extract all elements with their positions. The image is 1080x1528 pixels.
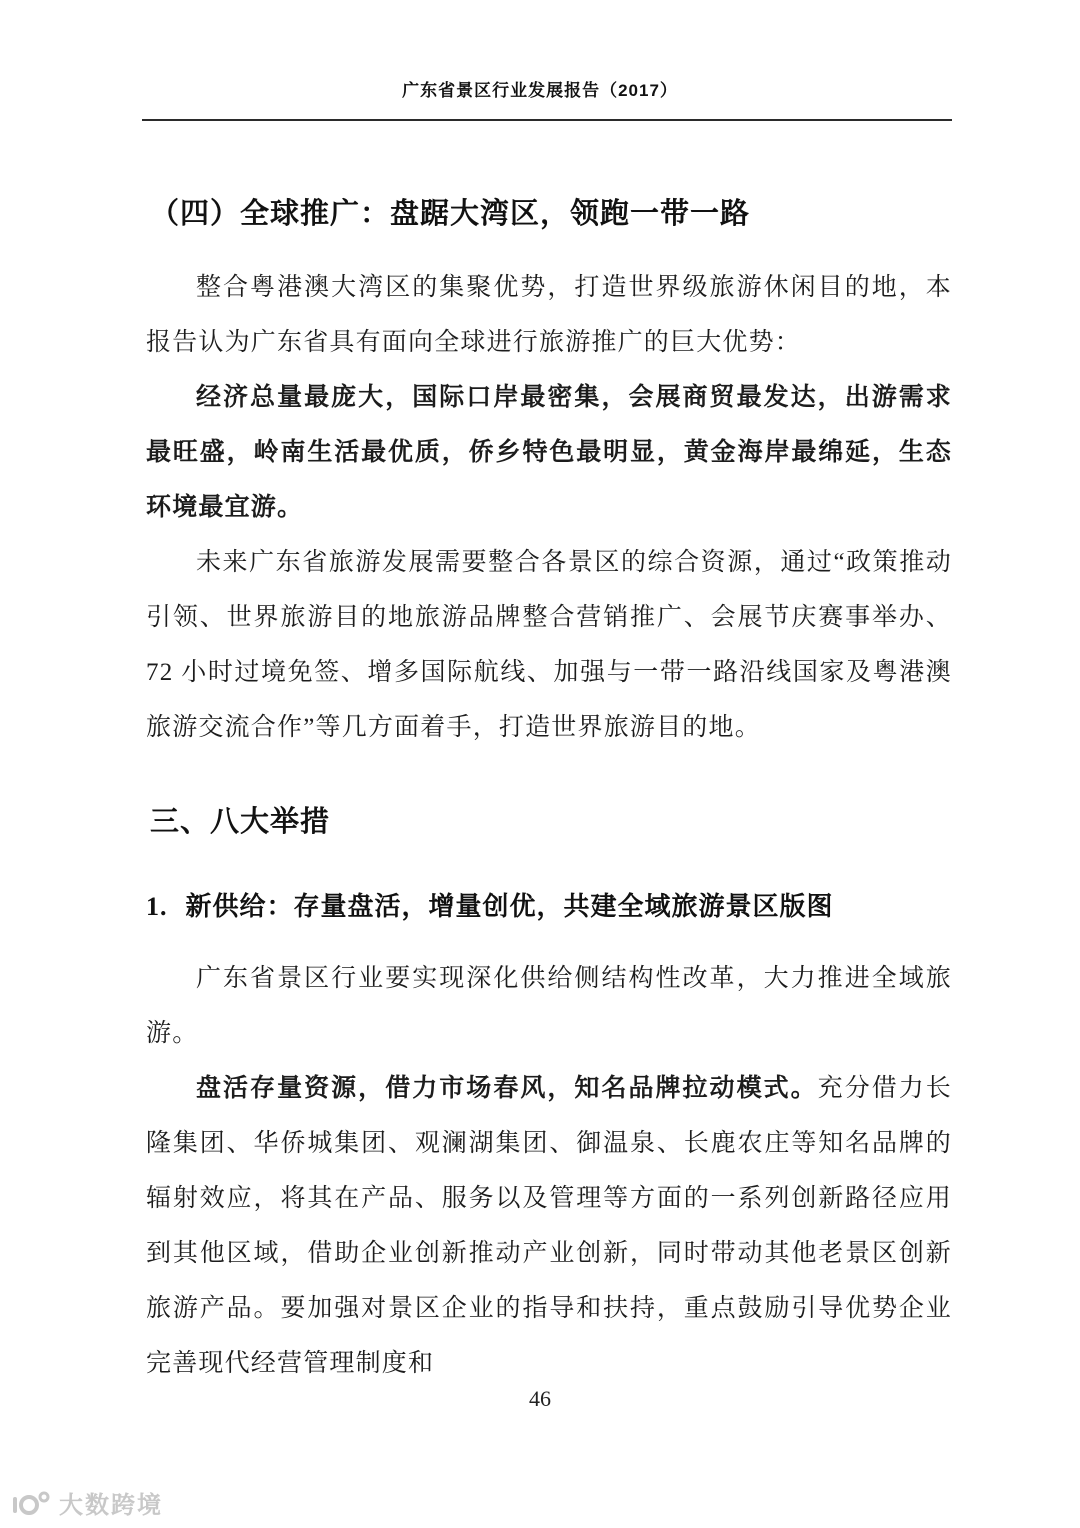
page-content <box>0 191 1080 1391</box>
section-heading-eight-measures: 三、八大举措 <box>150 806 331 838</box>
subsection-title: 新供给：存量盘活，增量创优，共建全域旅游景区版图 <box>185 891 834 921</box>
paragraph-bold-lead: 盘活存量资源，借力市场春风，知名品牌拉动模式。 <box>196 1075 818 1102</box>
paragraph-body-rest: 充分借力长隆集团、华侨城集团、观澜湖集团、御温泉、长鹿农庄等知名品牌的辐射效应，将其在产品、服务以及管理等方面的一系列创新路径应用到其他区域，借助企业创新推动产业创新，同时带动其他老景区创新旅游产品。要加强对景区企业的指导和扶持，重点鼓励引导优势企业完善现代经营管理制度和 <box>146 1075 952 1377</box>
header-divider <box>142 119 952 121</box>
watermark-brand-text: 大数跨境 <box>59 1492 163 1519</box>
subsection-number: 1. <box>146 892 168 921</box>
page-number: 46 <box>529 1386 551 1411</box>
paragraph-reform-lead: 广东省景区行业要实现深化供给侧结构性改革，大力推进全域旅游。 <box>146 965 952 1047</box>
report-title: 广东省景区行业发展报告（2017） <box>402 81 678 100</box>
paragraph-intro: 整合粤港澳大湾区的集聚优势，打造世界级旅游休闲目的地，本报告认为广东省具有面向全球进行旅游推广的巨大优势： <box>146 274 952 356</box>
paragraph-future-development: 未来广东省旅游发展需要整合各景区的综合资源，通过“政策推动引领、世界旅游目的地旅游品牌整合营销推广、会展节庆赛事举办、72 小时过境免签、增多国际航线、加强与一带一路沿线国家及粤港澳旅游交流合作”等几方面着手，打造世界旅游目的地。 <box>146 549 952 741</box>
paragraph-stock-activation <box>146 1061 952 1391</box>
watermark-logo-icon <box>10 1489 52 1517</box>
subsection-heading-new-supply <box>146 886 952 923</box>
paragraph-advantages: 经济总量最庞大，国际口岸最密集，会展商贸最发达，出游需求最旺盛，岭南生活最优质，侨乡特色最明显，黄金海岸最绵延，生态环境最宜游。 <box>146 384 952 521</box>
section-heading-global-promotion: （四）全球推广：盘踞大湾区，领跑一带一路 <box>150 198 751 230</box>
running-header <box>0 0 1080 121</box>
watermark <box>10 1485 163 1520</box>
